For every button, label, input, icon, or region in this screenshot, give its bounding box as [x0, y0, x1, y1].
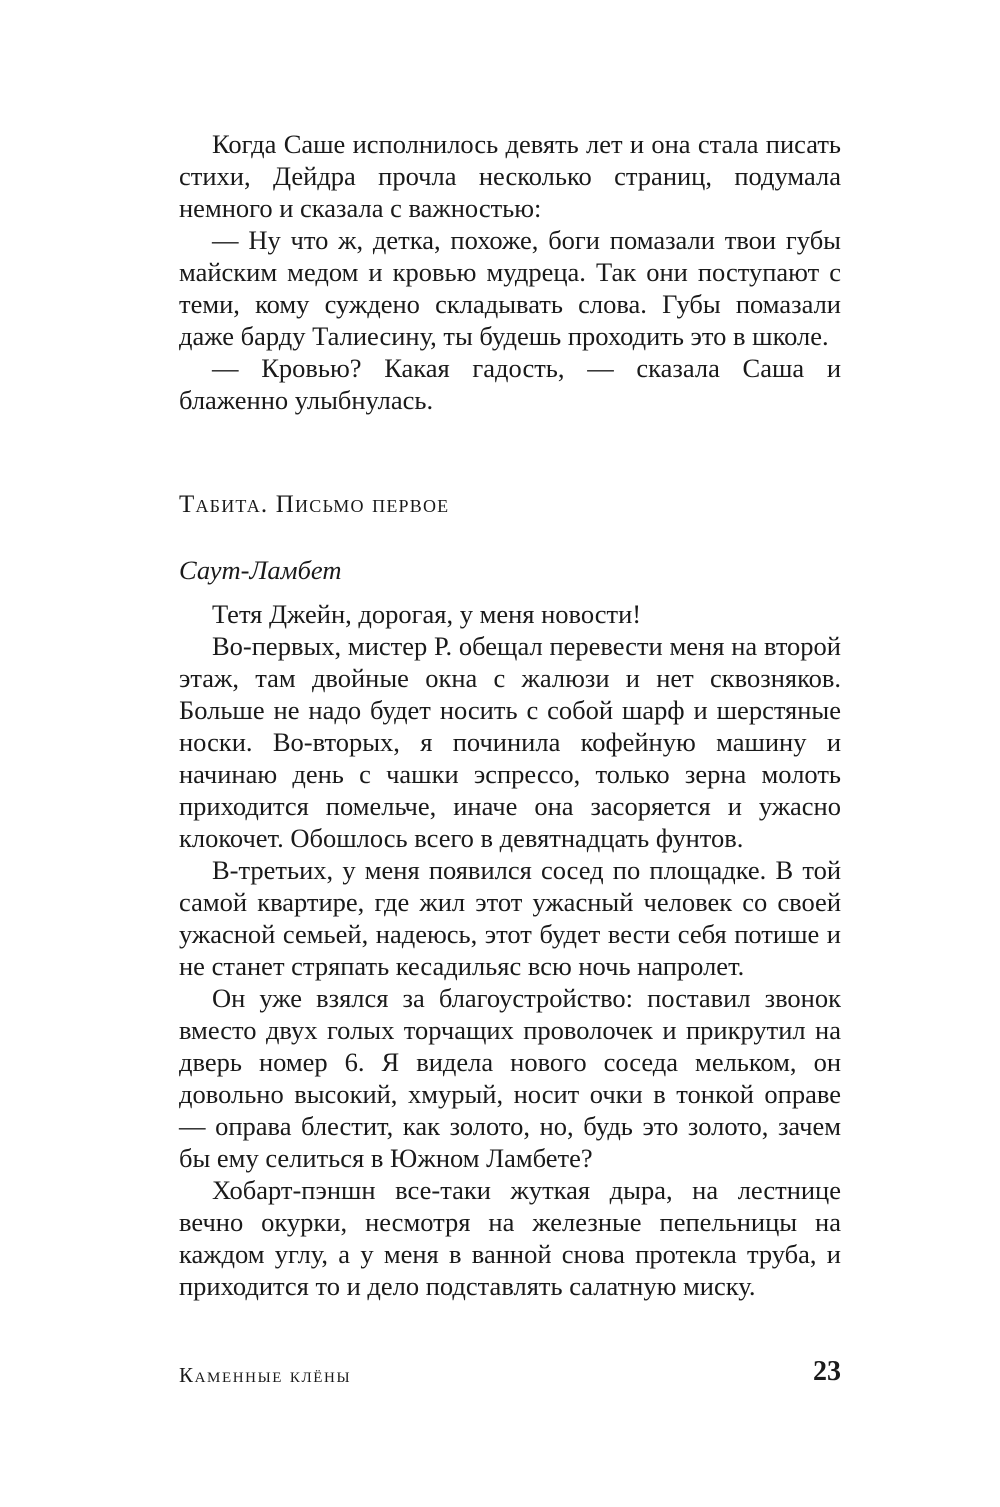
opening-paragraph-1: Когда Саше исполнилось девять лет и она стала писать стихи, Дейдра прочла несколько страниц, подумала немного и сказала с важностью: [179, 129, 841, 223]
opening-paragraph-2: — Ну что ж, детка, похоже, боги помазали твои губы майским медом и кровью мудреца. Так они поступают с теми, кому суждено складывать слова. Губы помазали даже барду Талиесину, ты будешь проходить это в школе. [179, 225, 841, 351]
letter-location: Саут-Ламбет [179, 555, 342, 585]
letter-paragraph-2: Во-первых, мистер Р. обещал перевести меня на второй этаж, там двойные окна с жалюзи и нет сквозняков. Больше не надо будет носить с собой шарф и шерстяные носки. Во-вторых, я починила кофейную машину и начинаю день с чашки эспрессо, только зерна молоть приходится помельче, иначе она засоряется и ужасно клокочет. Обошлось всего в девятнадцать фунтов. [179, 631, 841, 853]
opening-paragraph-3: — Кровью? Какая гадость, — сказала Саша и блаженно улыбнулась. [179, 353, 841, 415]
letter-paragraph-4: Он уже взялся за благоустройство: поставил звонок вместо двух голых торчащих проволочек и прикрутил на дверь номер 6. Я видела нового соседа мельком, он довольно высокий, хмурый, носит очки в тонкой оправе — оправа блестит, как золото, но, будь это золото, зачем бы ему селиться в Южном Ламбете? [179, 983, 841, 1173]
page-number: 23 [813, 1356, 841, 1387]
running-footer-title: Каменные клёны [179, 1363, 352, 1387]
letter-paragraph-1: Тетя Джейн, дорогая, у меня новости! [212, 599, 642, 629]
letter-paragraph-5: Хобарт-пэншн все-таки жуткая дыра, на лестнице вечно окурки, несмотря на железные пепельницы на каждом углу, а у меня в ванной снова протекла труба, и приходится то и дело подставлять салатную миску. [179, 1175, 841, 1301]
letter-body [179, 598, 841, 1302]
opening-section [179, 128, 841, 416]
letter-paragraph-3: В-третьих, у меня появился сосед по площадке. В той самой квартире, где жил этот ужасный человек со своей ужасной семьей, надеюсь, этот будет вести себя потише и не станет стряпать кесадильяс всю ночь напролет. [179, 855, 841, 981]
chapter-title: Табита. Письмо первое [179, 491, 450, 518]
